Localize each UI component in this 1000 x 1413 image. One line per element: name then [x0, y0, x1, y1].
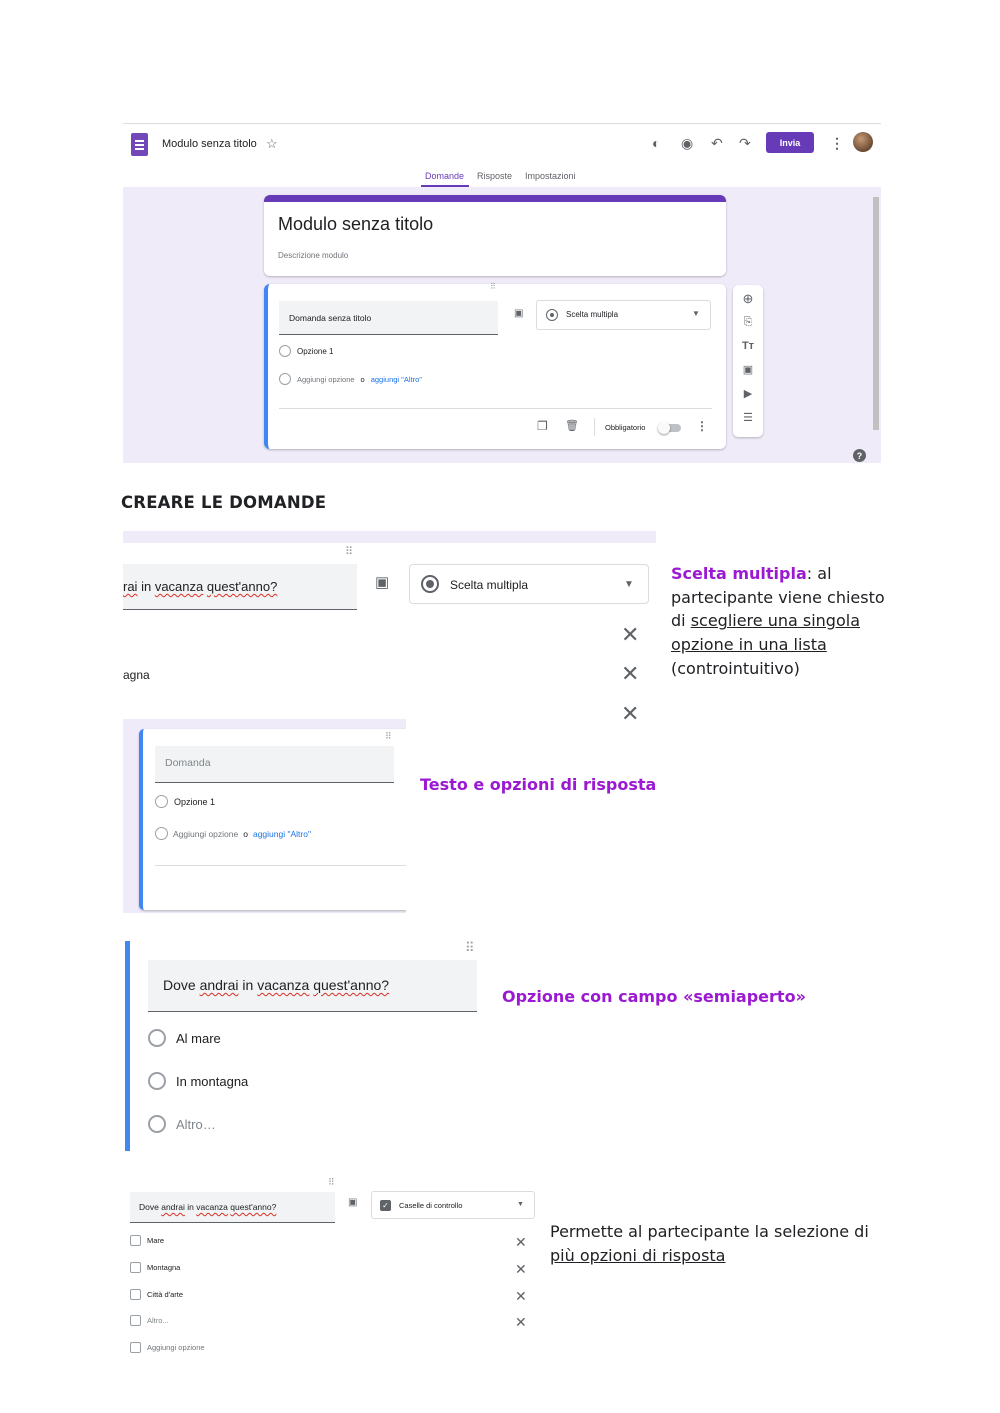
send-button[interactable]: Invia: [766, 132, 814, 153]
editor-topbar: [123, 124, 881, 187]
checkbox-icon[interactable]: [130, 1262, 141, 1273]
drag-handle-icon[interactable]: ⠿: [345, 546, 355, 558]
tab-settings[interactable]: Impostazioni: [525, 171, 576, 181]
avatar[interactable]: [853, 132, 873, 152]
divider: [279, 408, 712, 409]
form-description-field[interactable]: Descrizione modulo: [278, 251, 349, 260]
question-title-input[interactable]: Domanda senza titolo: [279, 301, 498, 335]
text-options-crop: [123, 719, 406, 913]
question-card: [264, 284, 726, 449]
add-other-link[interactable]: aggiungi "Altro": [370, 374, 422, 384]
checkbox-option-row: [130, 1262, 180, 1273]
close-icon[interactable]: ✕: [621, 622, 640, 647]
radio-icon: [155, 827, 168, 840]
other-option-crop: [125, 941, 485, 1151]
radio-icon: [279, 345, 291, 357]
radio-icon[interactable]: [148, 1072, 166, 1090]
add-image-icon[interactable]: ▣: [742, 364, 754, 376]
option-label: Al mare: [176, 1030, 221, 1046]
option-label: Montagna: [147, 1263, 181, 1272]
image-icon[interactable]: ▣: [514, 308, 524, 319]
star-icon[interactable]: ☆: [266, 136, 278, 151]
close-icon[interactable]: ✕: [515, 1288, 527, 1304]
text-options-note: Testo e opzioni di risposta: [420, 775, 657, 794]
radio-icon[interactable]: [148, 1115, 166, 1133]
other-option-label: Altro...: [147, 1316, 169, 1325]
add-title-icon[interactable]: Tт: [741, 340, 755, 352]
option-label: Mare: [147, 1236, 165, 1245]
checkbox-icon[interactable]: [130, 1289, 141, 1300]
divider: [155, 865, 406, 866]
scrollbar[interactable]: [873, 197, 879, 430]
add-option-link[interactable]: Aggiungi opzione: [297, 374, 355, 384]
side-toolbar: [733, 285, 763, 437]
dropdown-arrow-icon: ▼: [692, 309, 700, 318]
add-question-icon[interactable]: ⊕: [742, 291, 754, 306]
required-label: Obbligatorio: [605, 423, 646, 432]
section-heading: CREARE LE DOMANDE: [121, 493, 327, 512]
add-option-link[interactable]: Aggiungi opzione: [147, 1343, 205, 1352]
add-section-icon[interactable]: ☰: [743, 412, 753, 424]
add-option-row: [130, 1342, 205, 1353]
drag-handle-icon[interactable]: ⠿: [465, 940, 476, 955]
add-video-icon[interactable]: ▶: [743, 388, 753, 400]
checkbox-checked-icon: ✓: [380, 1200, 391, 1211]
tab-responses[interactable]: Risposte: [477, 171, 513, 181]
multiple-choice-crop: [123, 531, 656, 731]
image-icon[interactable]: ▣: [348, 1197, 358, 1208]
checkbox-icon: [130, 1342, 141, 1353]
close-icon[interactable]: ✕: [515, 1314, 527, 1330]
other-option-label: Altro…: [176, 1116, 216, 1132]
add-other-link[interactable]: aggiungi "Altro": [252, 828, 311, 839]
add-option-row: Aggiungi opzione o aggiungi "Altro": [155, 827, 311, 840]
form-title-field[interactable]: Modulo senza titolo: [278, 214, 434, 234]
checkbox-option-row: [130, 1235, 164, 1246]
more-vert-icon[interactable]: ⋮: [830, 135, 844, 151]
option-label: In montagna: [176, 1073, 249, 1089]
drag-handle-icon[interactable]: ⠿: [490, 282, 497, 291]
question-type-dropdown[interactable]: ✓ Caselle di controllo ▼: [371, 1191, 535, 1219]
duplicate-icon[interactable]: ❐: [537, 419, 548, 433]
drag-handle-icon[interactable]: ⠿: [385, 731, 393, 741]
question-type-dropdown[interactable]: Scelta multipla ▼: [409, 564, 649, 604]
option-row: [279, 345, 333, 357]
question-title-input[interactable]: Dove andrai in vacanza quest'anno?: [148, 960, 477, 1012]
checkbox-icon[interactable]: [130, 1235, 141, 1246]
dropdown-arrow-icon: ▼: [517, 1201, 524, 1208]
option-row: [155, 795, 215, 808]
radio-icon: [279, 373, 291, 385]
option-label[interactable]: Opzione 1: [297, 346, 334, 356]
question-title-input[interactable]: rai in vacanza quest'anno?: [123, 564, 357, 610]
question-type-dropdown[interactable]: Scelta multipla ▼: [536, 300, 711, 330]
radio-icon: [155, 795, 168, 808]
question-title-input[interactable]: Dove andrai in vacanza quest'anno?: [130, 1192, 335, 1223]
close-icon[interactable]: ✕: [515, 1234, 527, 1250]
form-title[interactable]: Modulo senza titolo: [162, 138, 257, 150]
multiple-choice-note: Scelta multipla: al partecipante viene chiesto di scegliere una singola opzione in una lista (controintuitivo): [671, 564, 885, 678]
required-toggle[interactable]: [659, 424, 681, 432]
checkbox-icon[interactable]: [130, 1315, 141, 1326]
forms-logo-icon: [131, 133, 148, 156]
delete-icon[interactable]: 🗑: [565, 420, 579, 432]
add-option-row: Aggiungi opzione o aggiungi "Altro": [279, 373, 422, 385]
close-icon[interactable]: ✕: [621, 661, 640, 686]
other-option-note: Opzione con campo «semiaperto»: [502, 987, 806, 1006]
close-icon[interactable]: ✕: [621, 701, 640, 726]
editor-canvas: [123, 187, 881, 463]
form-header-card: [264, 195, 726, 276]
checkboxes-crop: [123, 1177, 543, 1357]
add-option-link[interactable]: Aggiungi opzione: [173, 828, 239, 839]
dropdown-arrow-icon: ▼: [624, 579, 634, 590]
help-icon[interactable]: ?: [853, 449, 866, 462]
radio-icon[interactable]: [148, 1029, 166, 1047]
question-card: [139, 729, 406, 910]
question-title-input[interactable]: Domanda: [155, 746, 394, 783]
preview-eye-icon[interactable]: ◉: [681, 135, 694, 151]
option-row: [148, 1029, 221, 1047]
option-label: agna: [123, 668, 150, 682]
drag-handle-icon[interactable]: ⠿: [328, 1177, 336, 1187]
option-row: [148, 1072, 248, 1090]
option-label[interactable]: Opzione 1: [174, 796, 216, 807]
checkboxes-note: Permette al partecipante la selezione di più opzioni di risposta: [550, 1222, 869, 1265]
option-row: [148, 1115, 216, 1133]
close-icon[interactable]: ✕: [515, 1261, 527, 1277]
option-label: Città d'arte: [147, 1290, 184, 1299]
image-icon[interactable]: ▣: [375, 574, 390, 591]
checkbox-option-row: [130, 1289, 183, 1300]
checkbox-option-row: [130, 1315, 169, 1326]
more-vert-icon[interactable]: ⋮: [696, 419, 708, 433]
forms-editor-screenshot: [123, 123, 881, 462]
import-questions-icon[interactable]: ⎘: [743, 316, 753, 328]
tab-questions[interactable]: Domande: [425, 171, 465, 181]
palette-icon[interactable]: ◐: [652, 135, 661, 151]
redo-icon[interactable]: ↷: [739, 135, 751, 151]
undo-icon[interactable]: ↶: [711, 135, 723, 151]
